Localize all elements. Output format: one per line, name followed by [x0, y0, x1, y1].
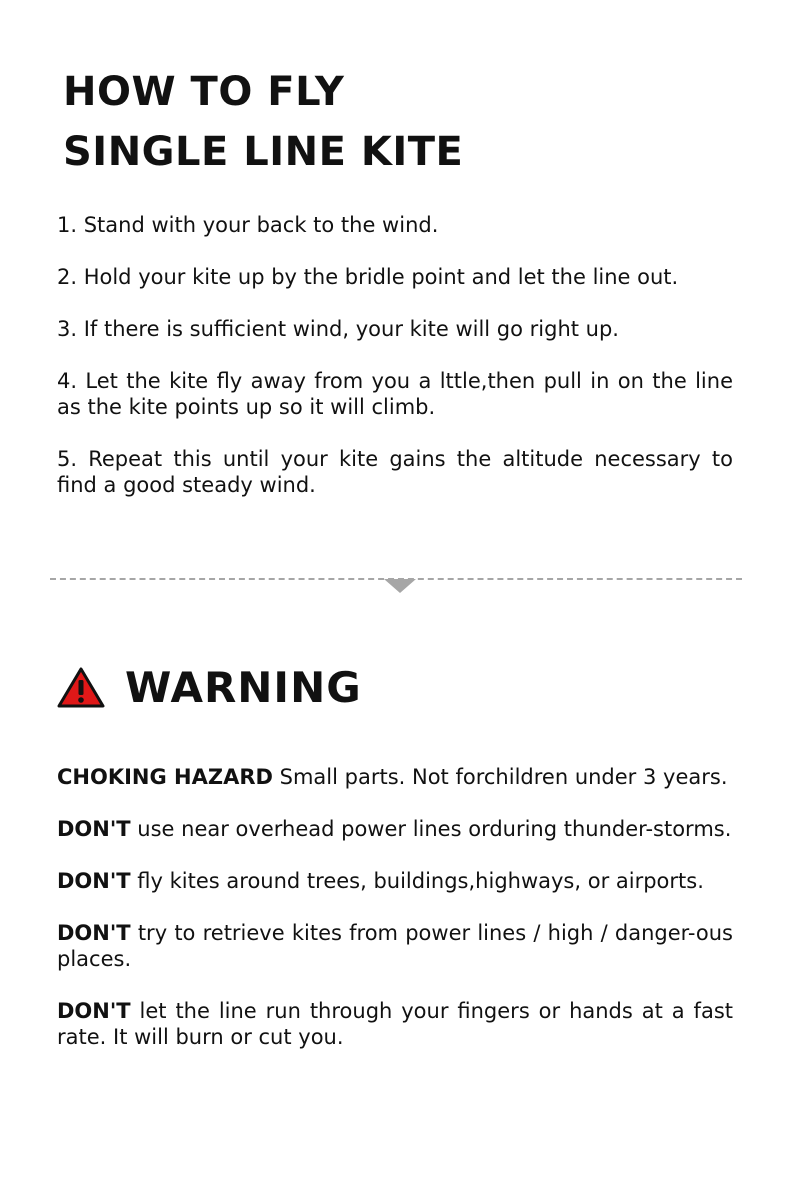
instruction-step: 1. Stand with your back to the wind.	[57, 213, 439, 237]
warning-title: WARNING	[125, 663, 362, 712]
warning-item-label: DON'T	[57, 921, 131, 945]
warning-item	[57, 764, 733, 790]
title-line-1: HOW TO FLY	[63, 69, 345, 115]
warning-item-text: Small parts. Not forchildren under 3 years.	[272, 765, 728, 789]
instruction-step: 3. If there is sufficient wind, your kite will go right up.	[57, 317, 619, 341]
warning-item-label: CHOKING HAZARD	[57, 765, 273, 789]
warning-triangle-icon	[57, 667, 105, 709]
warning-item-text: try to retrieve kites from power lines / high / danger-ous places.	[57, 921, 733, 971]
warning-item-text: fly kites around trees, buildings,highways, or airports.	[130, 869, 704, 893]
warning-item-label: DON'T	[57, 869, 131, 893]
divider-arrow-icon	[384, 579, 416, 593]
warning-item	[57, 816, 733, 842]
warning-header	[57, 660, 362, 716]
instruction-step: 5. Repeat this until your kite gains the altitude necessary to find a good steady wind.	[57, 447, 733, 497]
warning-item-text: let the line run through your fingers or hands at a fast rate. It will burn or cut you.	[57, 999, 733, 1049]
warning-list	[57, 764, 733, 1076]
warning-item-label: DON'T	[57, 999, 131, 1023]
warning-item	[57, 868, 733, 894]
instruction-steps-list	[57, 212, 733, 524]
warning-item-text: use near overhead power lines orduring thunder-storms.	[130, 817, 732, 841]
instruction-step: 4. Let the kite fly away from you a lttle,then pull in on the line as the kite points up so it will climb.	[57, 369, 733, 419]
title-line-2: SINGLE LINE KITE	[63, 129, 464, 175]
warning-item	[57, 998, 733, 1050]
page-title	[63, 62, 743, 182]
instruction-step: 2. Hold your kite up by the bridle point and let the line out.	[57, 265, 679, 289]
warning-item-label: DON'T	[57, 817, 131, 841]
warning-item	[57, 920, 733, 972]
